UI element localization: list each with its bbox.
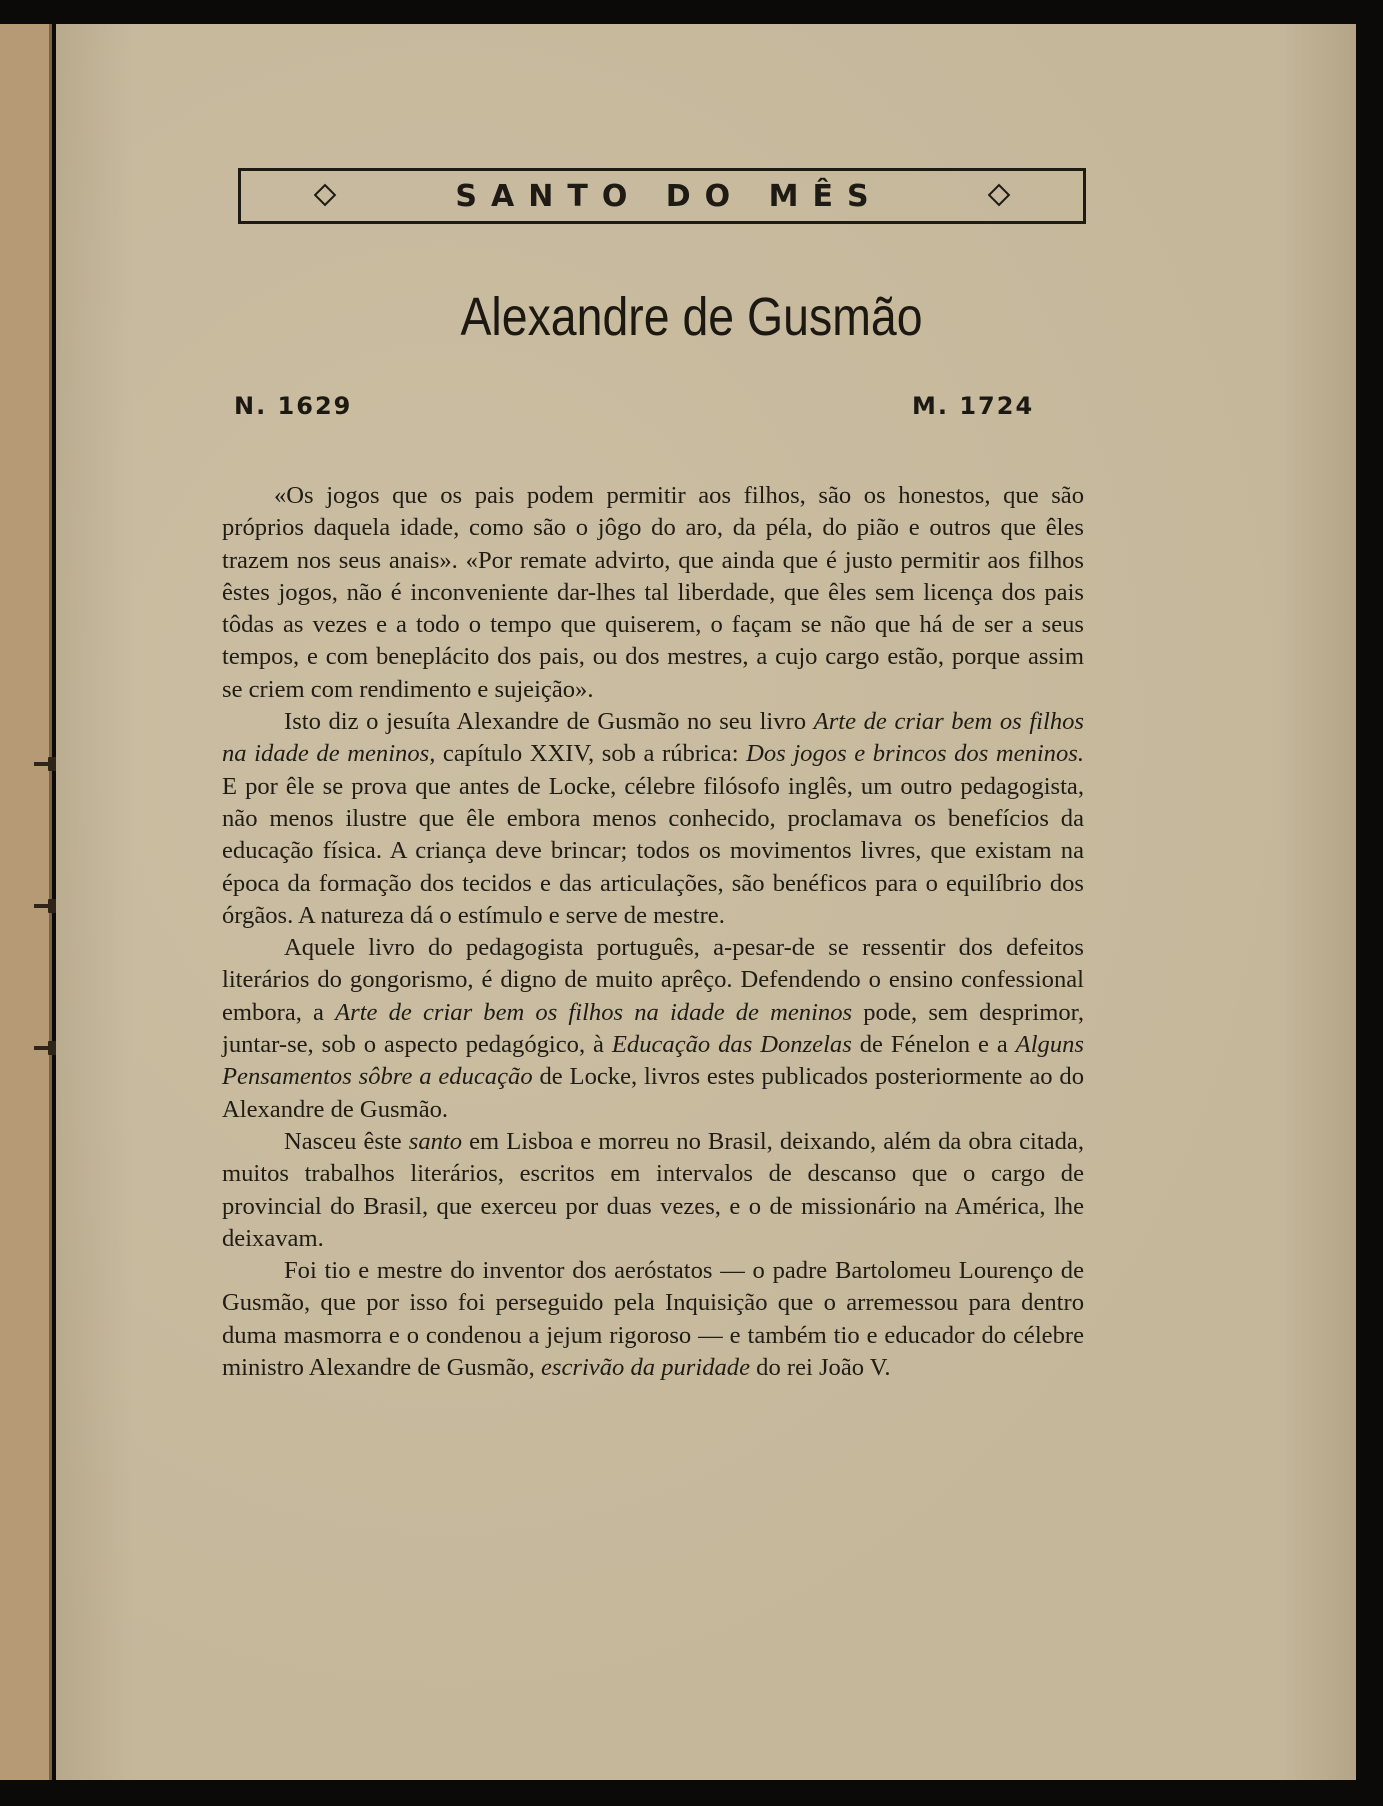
body-text-run: Isto diz o jesuíta Alexandre de Gusmão no seu livro <box>284 708 814 736</box>
article-body <box>222 480 1084 1384</box>
body-text-run: em Lisboa e morreu no Brasil, deixando, além da obra citada, muitos trabalhos literários, escritos em intervalos de descanso que o cargo de provincial do Brasil, que exerceu por duas vezes, e o de missionário na América, lhe deixavam. <box>222 1127 1084 1252</box>
italic-title-text: Alguns Pensamentos sôbre a educação <box>222 1031 1084 1091</box>
italic-title-text: Dos jogos e brincos dos meninos. <box>746 740 1084 768</box>
section-header-box <box>238 168 1086 224</box>
body-text-run: E por êle se prova que antes de Locke, célebre filósofo inglês, um outro pedagogista, não menos ilustre que êle embora menos conhecido, proclamava os benefícios da educação física. A criança deve brincar; todos os movimentos livres, que existam na época da formação dos tecidos e das articulações, são benéficos para o equilíbrio dos órgãos. A natureza dá o estímulo e serve de mestre. <box>222 772 1084 929</box>
section-title: SANTO DO MÊS <box>455 178 883 214</box>
italic-title-text: Arte de criar bem os filhos na idade de meninos <box>335 998 853 1026</box>
diamond-ornament-icon <box>314 184 337 207</box>
italic-title-text: Educação das Donzelas <box>611 1031 852 1059</box>
diamond-ornament-icon <box>988 184 1011 207</box>
paragraph <box>222 480 1084 706</box>
italic-title-text: escrivão da puridade <box>540 1354 750 1382</box>
body-text-run: Foi tio e mestre do inventor dos aeróstatos — o padre Bartolomeu Lourenço de Gusmão, que por isso foi perseguido pela Inquisição que o arremessou para dentro duma masmorra e o condenou a jejum rigoroso — e também tio e educador do célebre ministro Alexandre de Gusmão, <box>222 1257 1084 1382</box>
body-text-run: de Fénelon e a <box>851 1031 1016 1059</box>
death-year: M. 1724 <box>912 392 1035 420</box>
body-text-run: «Os jogos que os pais podem permitir aos filhos, são os honestos, que são próprios daquela idade, como são o jôgo do aro, da péla, do pião e outros que êles trazem nos seus anais». «Por remate advirto, que ainda que é justo permitir aos filhos êstes jogos, não é inconveniente dar-lhes tal liberdade, que êles sem licença dos pais tôdas as vezes e a todo o tempo que quiserem, o façam se não que há de ser a seus tempos, e com beneplácito dos pais, ou dos mestres, a cujo cargo estão, porque assim se criem com rendimento e sujeição». <box>222 482 1084 703</box>
body-text-run: pode, sem desprimor, juntar-se, sob o aspecto pedagógico, à <box>222 998 1084 1059</box>
saint-name-title: Alexandre de Gusmão <box>460 287 923 347</box>
paragraph <box>222 932 1084 1126</box>
paragraph <box>222 1126 1084 1255</box>
body-text-run: do rei João V. <box>750 1354 891 1382</box>
paragraph <box>222 1255 1084 1384</box>
binding-strip <box>0 24 52 1780</box>
body-text-run: capítulo XXIV, sob a rúbrica: <box>435 740 747 768</box>
paragraph <box>222 706 1084 932</box>
body-text-run: Nasceu êste <box>284 1127 409 1155</box>
birth-year: N. 1629 <box>234 392 353 420</box>
body-text-run: de Locke, livros estes publicados posteriormente ao do Alexandre de Gusmão. <box>222 1063 1084 1123</box>
italic-title-text: santo <box>408 1127 463 1155</box>
italic-title-text: Arte de criar bem os filhos na idade de meninos, <box>222 708 1084 768</box>
body-text-run: Aquele livro do pedagogista português, a-pesar-de se ressentir dos defeitos literários do gongorismo, é digno de muito aprêço. Defendendo o ensino confessional embora, a <box>222 934 1084 1026</box>
